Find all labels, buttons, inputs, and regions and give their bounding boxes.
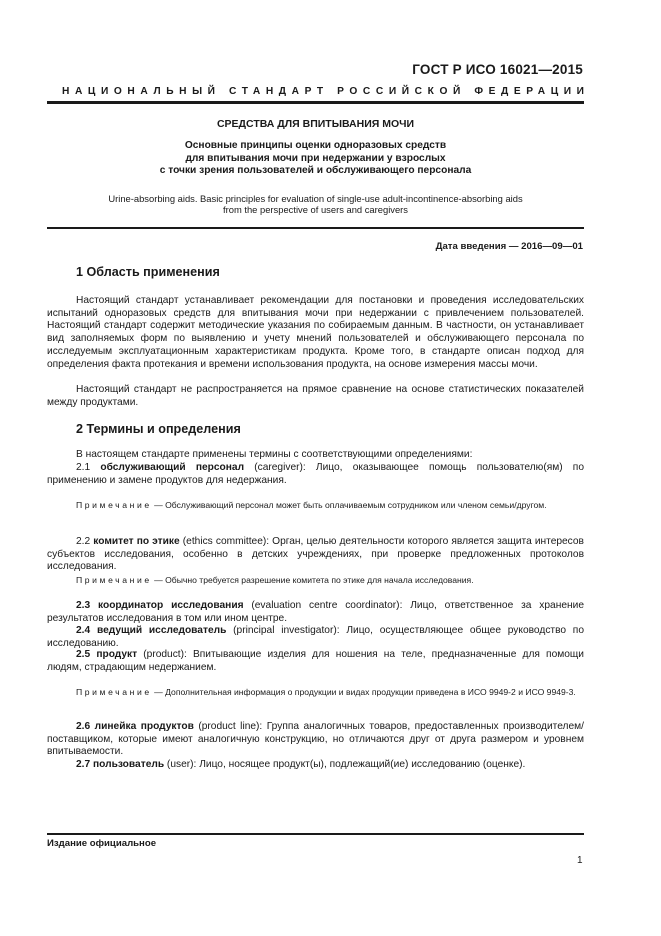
header-divider <box>47 101 584 104</box>
term-name: пользователь <box>93 759 165 770</box>
subtitle-line: для впитывания мочи при недержании у взрослых <box>185 152 446 164</box>
note-text: — Дополнительная информация о продукции и видах продукции приведена в ИСО 9949-2 и ИСО 9949-3. <box>151 687 576 697</box>
term-number: 2.1 <box>76 462 91 473</box>
scope-paragraph: Настоящий стандарт не распространяется на прямое сравнение на основе статистических показателей между продуктами. <box>47 384 584 408</box>
english-title-line: from the perspective of users and caregivers <box>223 204 408 216</box>
english-title-line: Urine-absorbing aids. Basic principles for evaluation of single-use adult-incontinence-absorbing aids <box>108 193 523 204</box>
note-text: — Обычно требуется разрешение комитета по этике для начала исследования. <box>151 575 474 585</box>
term-text: (ethics committee): Орган, целью деятельности которого является защита интересов субъектов исследования, особенно в детских учреждениях, при проверке предложенных протоколов исследования. <box>47 536 584 573</box>
term-text: (product): Впитывающие изделия для ношения на теле, предназначенные для помощи людям, страдающим недержанием. <box>47 649 584 673</box>
term-definition <box>47 536 584 574</box>
term-definition <box>47 759 584 772</box>
note <box>47 686 584 698</box>
document-title: СРЕДСТВА ДЛЯ ВПИТЫВАНИЯ МОЧИ <box>216 118 415 130</box>
term-text: (user): Лицо, носящее продукт(ы), подлежащий(ие) исследованию (оценке). <box>164 759 526 770</box>
section-heading-scope: 1 Область применения <box>76 265 220 279</box>
term-number: 2.2 <box>76 536 91 547</box>
term-number: 2.3 <box>76 600 91 611</box>
scope-paragraph: Настоящий стандарт устанавливает рекомендации для постановки и проведения исследовательских испытаний одноразовых средств для впитывания мочи при недержании с привлечением пользователей. Настоящий стандарт содержит методические указания по собираемым данным. В частности, он устанавливает вид заполняемых форм по выявлению и учету мнений пользователей и обслуживающего персонала по исследуемым эксплуатационным характеристикам продукта. Кроме того, в стандарте описан подход для определения факта протекания и времени использования продукта, на основе измерения массы мочи. <box>47 295 584 370</box>
national-standard-banner: НАЦИОНАЛЬНЫЙ СТАНДАРТ РОССИЙСКОЙ ФЕДЕРАЦИИ <box>62 86 590 97</box>
term-text: (product line): Группа аналогичных товаров, предоставленных производителем/поставщиком, которые имеют аналогичную конструкцию, но отличаются друг от друга размером и уровнем впитываемости. <box>47 721 585 758</box>
footer-divider <box>47 833 584 835</box>
section-heading-terms: 2 Термины и определения <box>76 422 241 436</box>
term-name: комитет по этике <box>93 536 180 547</box>
official-edition-label: Издание официальное <box>47 838 157 849</box>
gost-code: ГОСТ Р ИСО 16021—2015 <box>412 62 583 77</box>
term-definition <box>47 462 584 487</box>
term-text: (evaluation centre coordinator): Лицо, ответственное за хранение результатов исследования в том или ином центре. <box>47 600 584 624</box>
term-text: (caregiver): Лицо, оказывающее помощь пользователю(ям) по применению и замене продуктов для недержания. <box>47 462 584 486</box>
term-definition <box>47 600 584 625</box>
note-label: Примечание <box>76 500 152 510</box>
term-text: (principal investigator): Лицо, осуществляющее общее руководство по исследованию. <box>47 625 584 649</box>
note <box>47 499 584 511</box>
term-definition <box>47 649 584 674</box>
note-text: — Обслуживающий персонал может быть оплачиваемым сотрудником или членом семьи/другом. <box>151 500 547 510</box>
term-name: координатор исследования <box>98 600 244 611</box>
term-name: линейка продуктов <box>94 721 194 732</box>
terms-intro: В настоящем стандарте применены термины с соответствующими определениями: <box>76 449 473 460</box>
english-title <box>47 193 584 216</box>
term-number: 2.4 <box>76 625 91 636</box>
term-definition <box>47 625 584 650</box>
term-definition <box>47 721 584 759</box>
note <box>47 574 584 586</box>
term-number: 2.6 <box>76 721 91 732</box>
subtitle-line: Основные принципы оценки одноразовых средств <box>184 140 447 151</box>
page-number: 1 <box>577 855 583 866</box>
term-number: 2.5 <box>76 649 91 660</box>
note-label: Примечание <box>76 575 152 585</box>
term-name: ведущий исследователь <box>96 625 227 636</box>
title-divider <box>47 227 584 229</box>
term-number: 2.7 <box>76 759 91 770</box>
document-subtitle <box>47 140 584 178</box>
term-name: обслуживающий персонал <box>100 462 245 473</box>
term-name: продукт <box>96 649 138 660</box>
introduction-date: Дата введения — 2016—09—01 <box>435 241 583 252</box>
subtitle-line: с точки зрения пользователей и обслуживающего персонала <box>159 165 472 177</box>
note-label: Примечание <box>76 687 152 697</box>
